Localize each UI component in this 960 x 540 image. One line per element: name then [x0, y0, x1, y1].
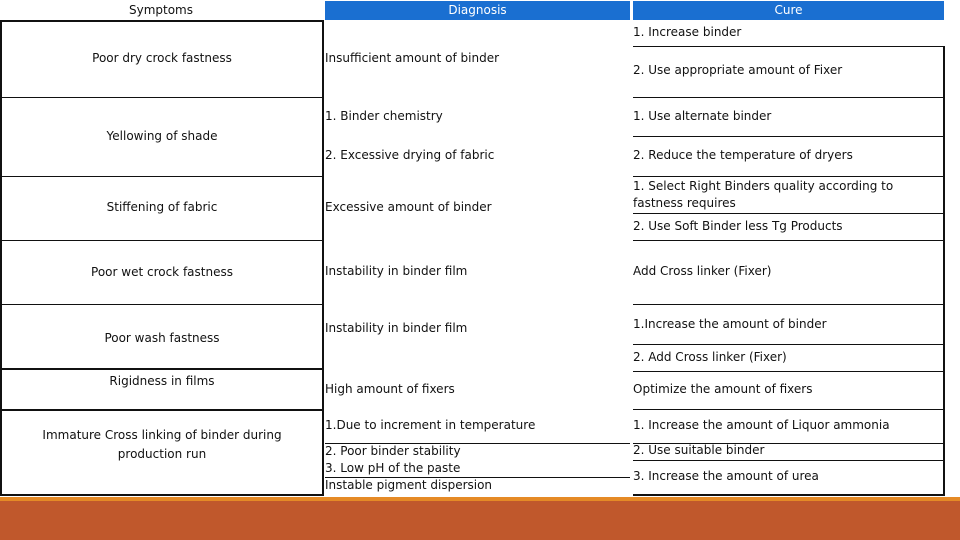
symptom-cell: Poor wash fastness — [104, 331, 220, 345]
symptom-cell: Rigidness in films — [109, 374, 215, 388]
cure-cell: 1. Increase the amount of Liquor ammonia — [633, 418, 890, 432]
diagnosis-cell: Excessive amount of binder — [325, 200, 492, 214]
diagnosis-cell: 1.Due to increment in temperature — [325, 418, 536, 432]
diagnosis-cell: 2. Poor binder stability — [325, 444, 461, 458]
diagnosis-cell: Insufficient amount of binder — [325, 51, 500, 65]
symptom-cell: Poor dry crock fastness — [92, 51, 232, 65]
diagnosis-cell: Instability in binder film — [325, 264, 468, 278]
cure-cell: 1. Increase binder — [633, 25, 742, 39]
diagnosis-cell: 3. Low pH of the paste — [325, 461, 461, 475]
symptom-cell: Stiffening of fabric — [106, 200, 218, 214]
header-diagnosis: Diagnosis — [325, 1, 630, 20]
cure-cell: 2. Reduce the temperature of dryers — [633, 148, 853, 162]
cure-cell: 1. Select Right Binders quality according to fastness requires — [633, 179, 894, 210]
cure-cell: 3. Increase the amount of urea — [633, 469, 819, 483]
cure-cell: 2. Use Soft Binder less Tg Products — [633, 219, 843, 233]
cure-cell: Optimize the amount of fixers — [633, 382, 813, 396]
header-cure: Cure — [633, 1, 944, 20]
cure-cell: Add Cross linker (Fixer) — [633, 264, 772, 278]
cure-cell: 1. Use alternate binder — [633, 109, 772, 123]
diagnosis-cell: 2. Excessive drying of fabric — [325, 148, 495, 162]
cure-cell: 2. Use appropriate amount of Fixer — [633, 63, 843, 77]
symptom-cell: Poor wet crock fastness — [91, 265, 233, 279]
symptom-cell: Immature Cross linking of binder during production run — [42, 428, 282, 461]
diagnosis-cell: High amount of fixers — [325, 382, 455, 396]
diagnosis-cell: 1. Binder chemistry — [325, 109, 443, 123]
cure-cell: 2. Use suitable binder — [633, 443, 765, 457]
cure-cell: 1.Increase the amount of binder — [633, 317, 827, 331]
diagnosis-cell: Instable pigment dispersion — [325, 478, 493, 492]
header-symptoms: Symptoms — [0, 1, 322, 20]
symptom-cell: Yellowing of shade — [106, 129, 218, 143]
cure-cell: 2. Add Cross linker (Fixer) — [633, 350, 787, 364]
diagnosis-cell: Instability in binder film — [325, 321, 468, 335]
footer-band — [0, 501, 960, 540]
